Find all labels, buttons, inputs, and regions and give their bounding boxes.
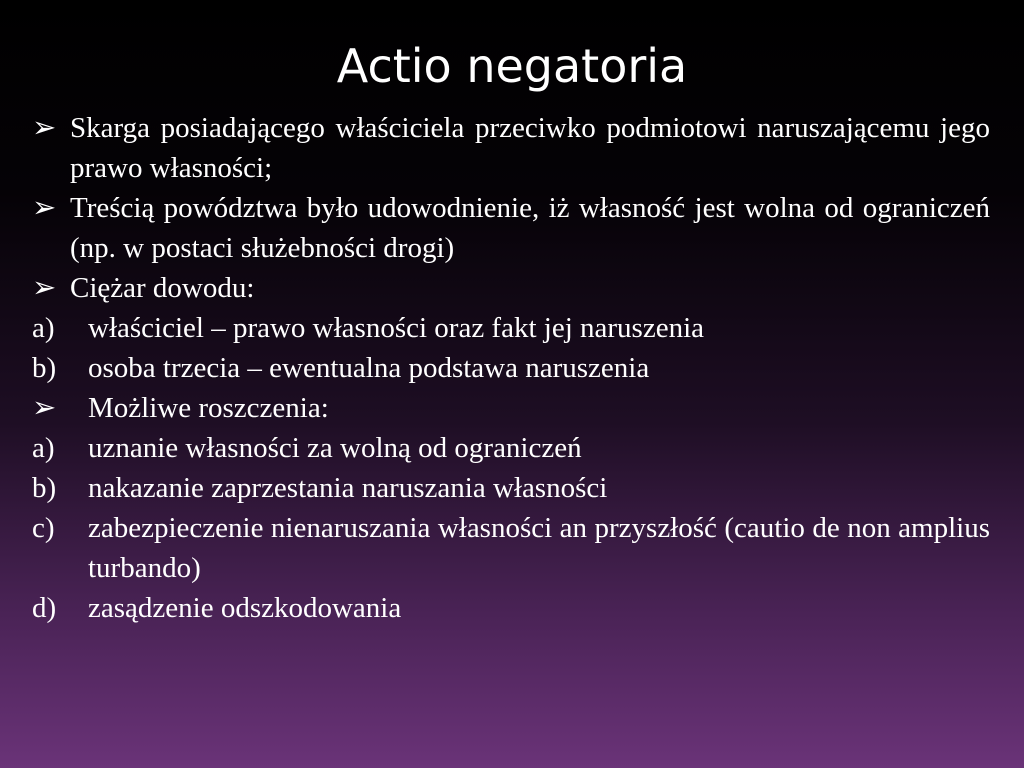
enum-marker: b) [32,352,57,384]
bullet-arrow-icon: ➢ [32,392,57,424]
enum-marker: b) [32,472,57,504]
bullet-arrow-icon: ➢ [32,112,57,144]
enum-item [32,588,990,628]
bullet-item [32,108,990,188]
enum-item [32,348,990,388]
bullet-item [32,188,990,268]
enum-item [32,428,990,468]
enum-text: zabezpieczenie nienaruszania własności an przyszłość (cautio de non amplius turbando) [88,512,990,584]
enum-text: nakazanie zaprzestania naruszania własności [88,472,608,504]
bullet-item [32,388,990,428]
enum-item [32,508,990,588]
bullet-text: Treścią powództwa było udowodnienie, iż własność jest wolna od ograniczeń (np. w postaci służebności drogi) [70,192,990,264]
enum-marker: d) [32,592,57,624]
enum-marker: c) [32,512,55,544]
enum-text: zasądzenie odszkodowania [88,592,402,624]
slide-content [32,108,990,628]
enum-text: uznanie własności za wolną od ograniczeń [88,432,582,464]
enum-marker: a) [32,312,55,344]
enum-item [32,468,990,508]
bullet-text: Ciężar dowodu: [70,272,255,304]
enum-text: osoba trzecia – ewentualna podstawa naruszenia [88,352,650,384]
bullet-text: Możliwe roszczenia: [88,392,329,424]
enum-marker: a) [32,432,55,464]
enum-item [32,308,990,348]
bullet-arrow-icon: ➢ [32,192,57,224]
bullet-arrow-icon: ➢ [32,272,57,304]
enum-text: właściciel – prawo własności oraz fakt jej naruszenia [88,312,704,344]
slide-title: Actio negatoria [336,39,688,93]
bullet-text: Skarga posiadającego właściciela przeciwko podmiotowi naruszającemu jego prawo własności; [70,112,990,184]
bullet-item [32,268,990,308]
